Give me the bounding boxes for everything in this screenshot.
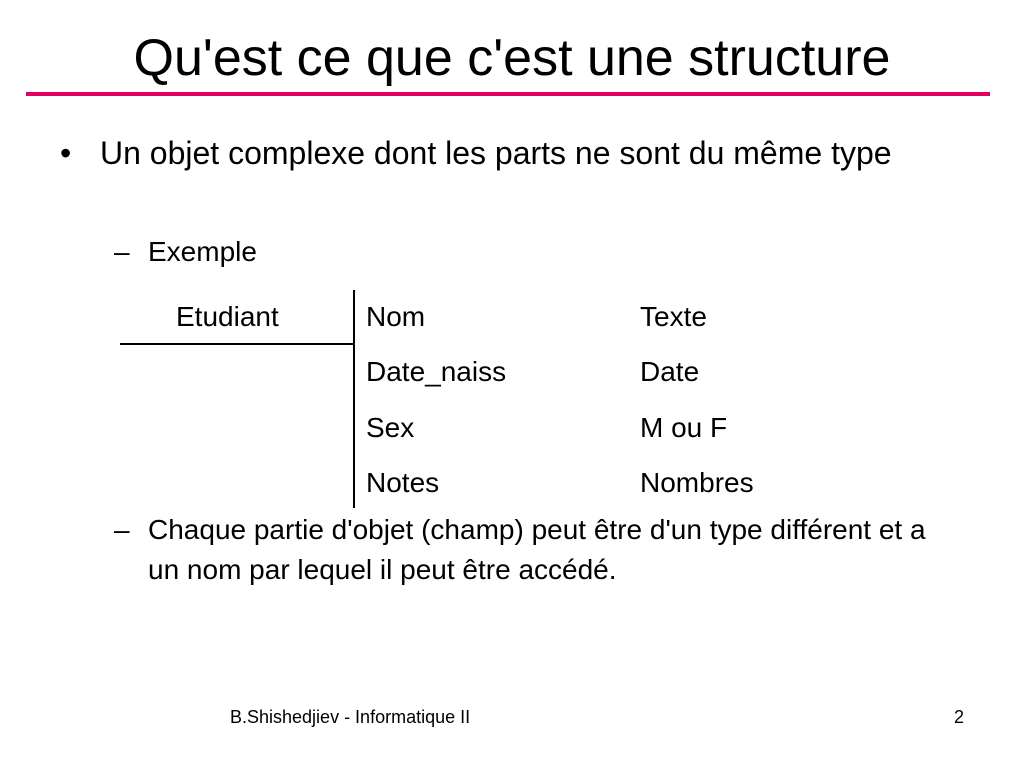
field-name: Nom [366,301,426,332]
field-separator-line [353,290,355,508]
entity-underline [120,343,355,345]
field-type: Date [640,356,700,387]
bullet-text: Un objet complexe dont les parts ne sont du même type [100,135,892,171]
field-type: Nombres [640,467,754,498]
sub-text-description: Chaque partie d'objet (champ) peut être d'un type différent et a un nom par lequel il peut être accédé. [148,514,926,585]
field-type: M ou F [640,412,728,443]
slide-title: Qu'est ce que c'est une structure [133,29,891,87]
bullet-glyph: • [60,135,72,171]
field-name: Date_naiss [366,356,507,387]
footer-author: B.Shishedjiev - Informatique II [230,707,471,727]
sub-text-example: Exemple [148,236,257,267]
page-number: 2 [953,707,964,727]
field-type: Texte [640,301,707,332]
field-name: Notes [366,467,440,498]
sub-glyph: – [114,236,130,267]
sub-glyph: – [114,514,130,545]
field-name: Sex [366,412,415,443]
entity-name: Etudiant [176,301,279,332]
